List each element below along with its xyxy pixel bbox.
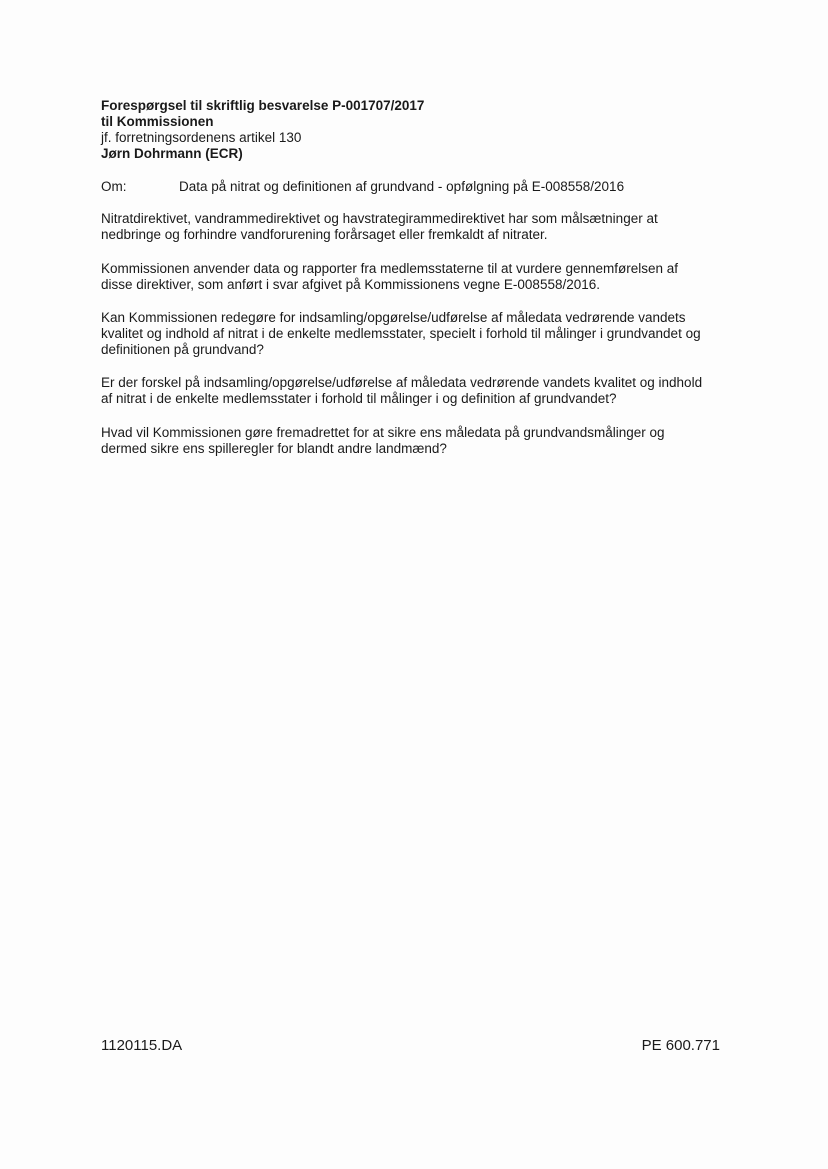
paragraph-4 bbox=[101, 375, 741, 407]
paragraph-line: kvalitet og indhold af nitrat i de enkelte medlemsstater, specielt i forhold til målinger i grundvandet og bbox=[101, 326, 701, 341]
question-recipient: til Kommissionen bbox=[101, 114, 214, 129]
paragraph-line: disse direktiver, som anført i svar afgivet på Kommissionens vegne E-008558/2016. bbox=[101, 277, 600, 292]
paragraph-line: dermed sikre ens spilleregler for blandt andre landmænd? bbox=[101, 441, 447, 456]
paragraph-line: definitionen på grundvand? bbox=[101, 342, 264, 357]
paragraph-line: af nitrat i de enkelte medlemsstater i forhold til målinger i og definition af grundvandet? bbox=[101, 391, 617, 406]
paragraph-1 bbox=[101, 211, 741, 243]
paragraph-line: Er der forskel på indsamling/opgørelse/udførelse af måledata vedrørende vandets kvalitet og indhold bbox=[101, 375, 703, 390]
paragraph-line: Nitratdirektivet, vandrammedirektivet og havstrategirammedirektivet har som målsætninger at bbox=[101, 211, 658, 226]
question-header bbox=[101, 98, 741, 162]
subject-label: Om: bbox=[101, 179, 127, 194]
paragraph-line: Kan Kommissionen redegøre for indsamling/opgørelse/udførelse af måledata vedrørende vandets bbox=[101, 310, 686, 325]
paragraph-line: nedbringe og forhindre vandforurening forårsaget eller fremkaldt af nitrater. bbox=[101, 227, 548, 242]
document-code: 1120115.DA bbox=[101, 1037, 183, 1054]
rule-reference: jf. forretningsordenens artikel 130 bbox=[101, 130, 302, 145]
question-title: Forespørgsel til skriftlig besvarelse P-001707/2017 bbox=[101, 98, 425, 113]
paragraph-line: Kommissionen anvender data og rapporter fra medlemsstaterne til at vurdere gennemførelsen af bbox=[101, 261, 679, 276]
paragraph-line: Hvad vil Kommissionen gøre fremadrettet for at sikre ens måledata på grundvandsmålinger og bbox=[101, 425, 665, 440]
pe-number: PE 600.771 bbox=[641, 1037, 720, 1054]
paragraph-2 bbox=[101, 261, 741, 293]
subject-text: Data på nitrat og definitionen af grundvand - opfølgning på E-008558/2016 bbox=[179, 179, 625, 194]
paragraph-5 bbox=[101, 425, 741, 457]
paragraph-3 bbox=[101, 310, 741, 358]
question-author: Jørn Dohrmann (ECR) bbox=[101, 146, 243, 161]
